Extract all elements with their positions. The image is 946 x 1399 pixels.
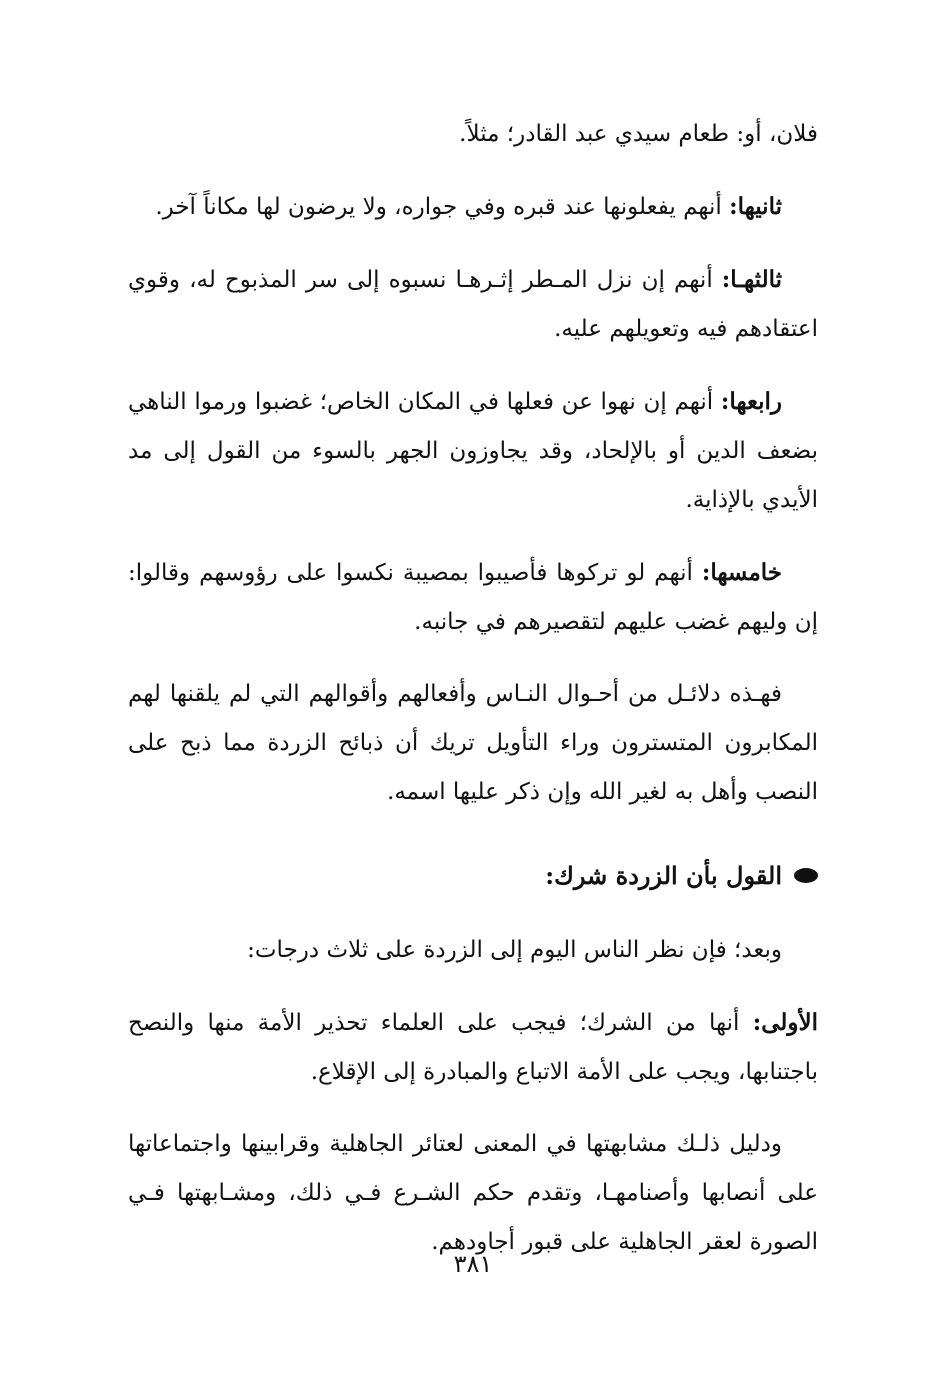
paragraph-fifth [128,548,818,647]
paragraph-first-degree [128,998,818,1097]
paragraph-text: أنهم لو تركوها فأصيبوا بمصيبة نكسوا على رؤوسهم وقالوا: إن وليهم غضب عليهم لتقصيرهم في جانبه. [128,560,818,635]
paragraph-lead: رابعها: [720,388,782,415]
section-heading [128,851,818,900]
paragraph-second [128,182,818,232]
paragraph-lead: ثالثهـا: [721,266,782,293]
paragraph-text: وبعد؛ فإن نظر الناس اليوم إلى الزردة على ثلاث درجات: [247,937,782,963]
paragraph-intro [128,926,818,975]
paragraph-text: أنهم إن نزل المـطر إثـرهـا نسبوه إلى سر المذبوح له، وقوي اعتقادهم فيه وتعويلهم عليه. [128,267,818,342]
paragraph-evidence [128,1120,818,1267]
section-heading-text: القول بأن الزردة شرك: [545,861,782,890]
page-number: ٣٨١ [453,1250,493,1278]
paragraph-lead: خامسها: [701,559,782,586]
paragraph-summary [128,670,818,817]
paragraph-text: فهـذه دلائـل من أحـوال النـاس وأفعالهم وأقوالهم التي لم يلقنها لهم المكابرون المتسترون وراء التأويل تريك أن ذبائح الزردة مما ذبح على النصب وأهل به لغير الله وإن ذكر عليها اسمه. [128,681,818,805]
paragraph-third [128,255,818,354]
paragraph-text: فلان، أو: طعام سيدي عبد القادر؛ مثلاً. [459,121,818,147]
paragraph-text: أنهم يفعلونها عند قبره وفي جواره، ولا يرضون لها مكاناً آخر. [155,194,730,220]
paragraph-lead: ثانيها: [729,193,782,220]
page-body [128,110,818,1290]
paragraph-lead: الأولى: [752,1009,818,1036]
paragraph-text: أنهم إن نهوا عن فعلها في المكان الخاص؛ غضبوا ورموا الناهي بضعف الدين أو بالإلحاد، وقد يجاوزون الجهر بالسوء من القول إلى مد الأيدي بالإذاية. [128,389,818,513]
bullet-icon [794,868,818,883]
paragraph-text: ودليل ذلـك مشابهتها في المعنى لعتائر الجاهلية وقرابينها واجتماعاتها على أنصابها وأصنامهـا، وتقدم حكم الشـرع فـي ذلك، ومشـابهتها فـي الصورة لعقر الجاهلية على قبور أجاودهم. [128,1131,818,1255]
paragraph-continuation [128,110,818,159]
paragraph-fourth [128,377,818,525]
paragraph-text: أنها من الشرك؛ فيجب على العلماء تحذير الأمة منها والنصح باجتنابها، ويجب على الأمة الاتباع والمبادرة إلى الإقلاع. [128,1010,818,1085]
